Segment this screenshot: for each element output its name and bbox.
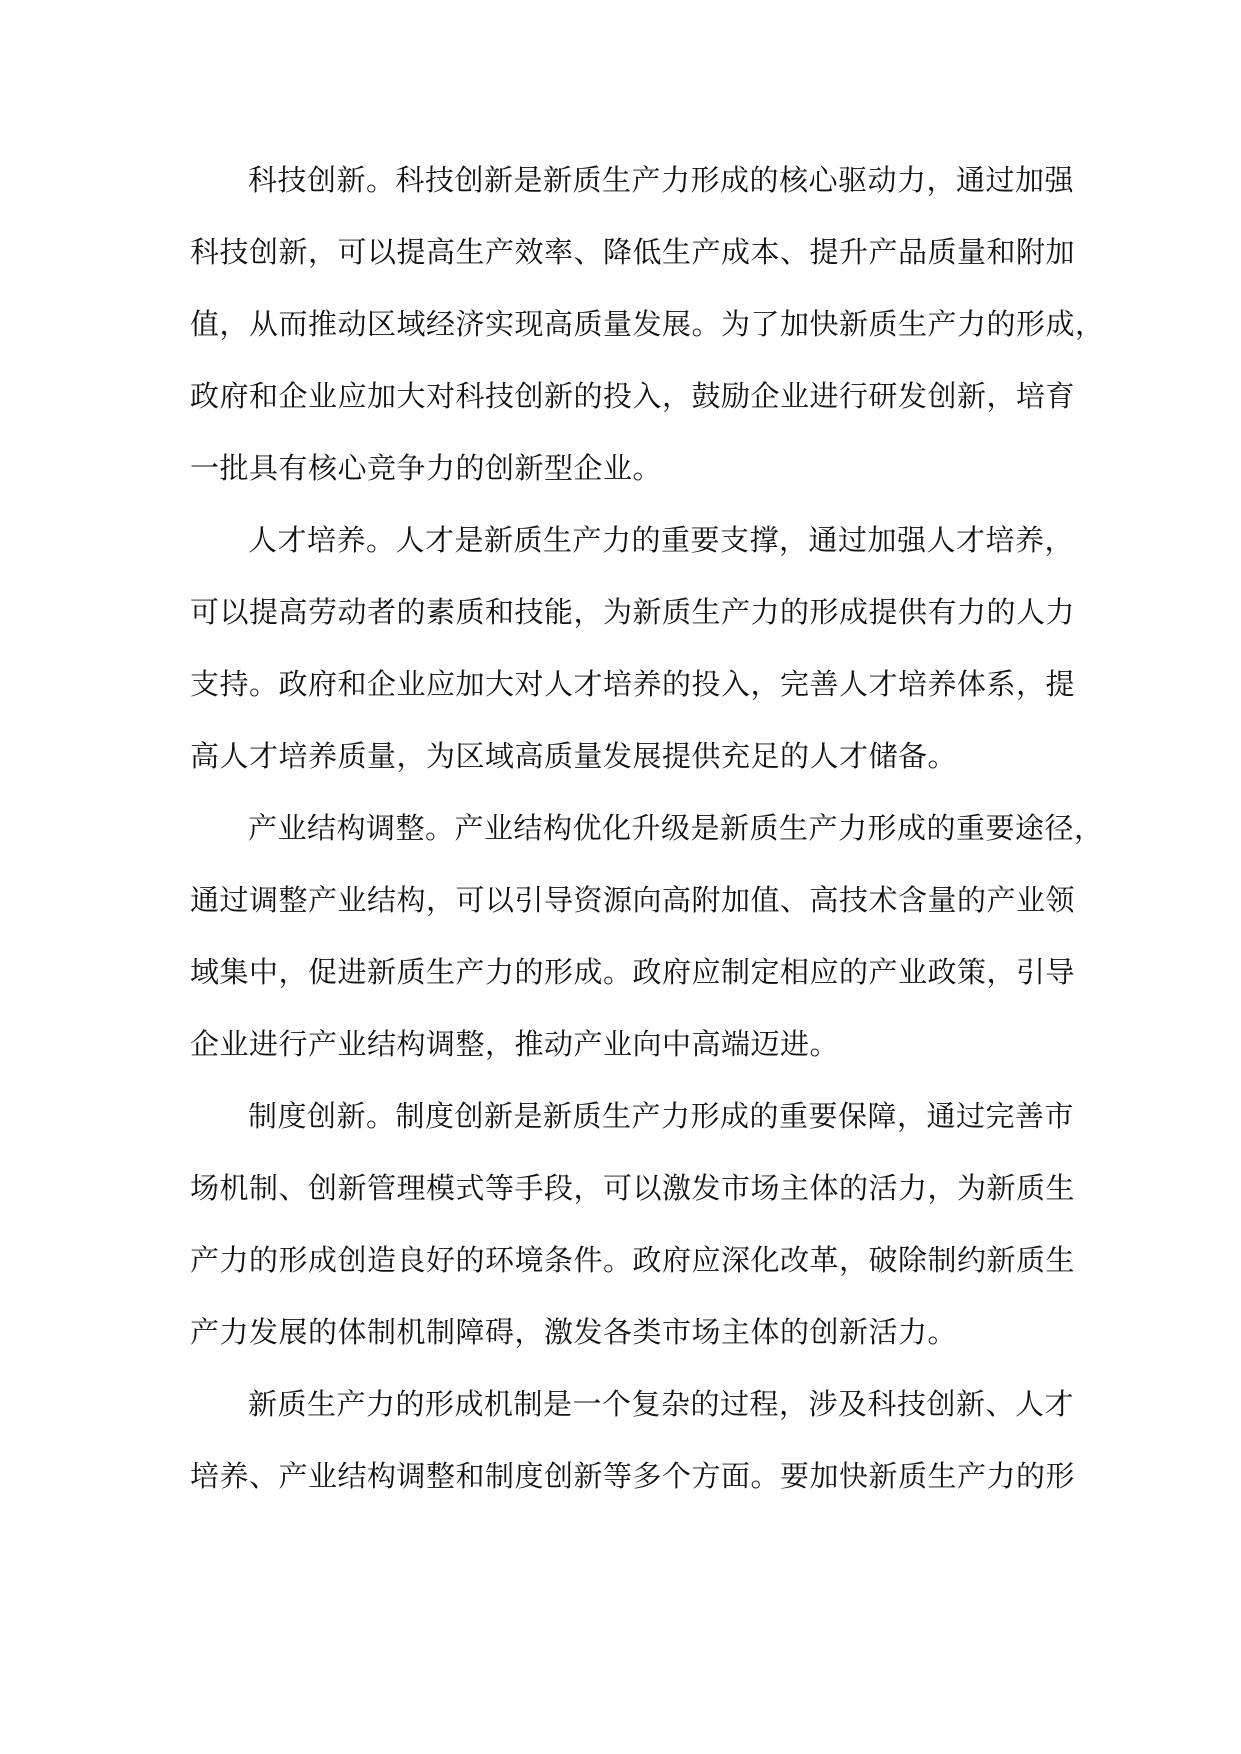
text-line: 场机制、创新管理模式等手段，可以激发市场主体的活力，为新质生	[190, 1171, 1076, 1205]
document-body	[190, 144, 1105, 1512]
paragraph-industrial-structure	[190, 792, 1104, 1080]
text-line: 政府和企业应加大对科技创新的投入，鼓励企业进行研发创新，培育	[190, 379, 1076, 413]
text-line: 通过调整产业结构，可以引导资源向高附加值、高技术含量的产业领	[190, 883, 1076, 917]
text-line: 新质生产力的形成机制是一个复杂的过程，涉及科技创新、人才	[248, 1387, 1075, 1421]
text-line: 高人才培养质量，为区域高质量发展提供充足的人才储备。	[190, 739, 958, 773]
text-line: 培养、产业结构调整和制度创新等多个方面。要加快新质生产力的形	[190, 1459, 1076, 1493]
text-line: 产力发展的体制机制障碍，激发各类市场主体的创新活力。	[190, 1315, 958, 1349]
text-line: 一批具有核心竞争力的创新型企业。	[190, 451, 663, 485]
text-line: 科技创新，可以提高生产效率、降低生产成本、提升产品质量和附加	[190, 235, 1076, 269]
text-line: 制度创新。制度创新是新质生产力形成的重要保障，通过完善市	[248, 1099, 1075, 1133]
paragraph-talent-training	[190, 504, 1076, 792]
text-line: 可以提高劳动者的素质和技能，为新质生产力的形成提供有力的人力	[190, 595, 1076, 629]
paragraph-institutional-innovation	[190, 1080, 1076, 1368]
text-line: 企业进行产业结构调整，推动产业向中高端迈进。	[190, 1027, 840, 1061]
text-line: 产力的形成创造良好的环境条件。政府应深化改革，破除制约新质生	[190, 1243, 1076, 1277]
paragraph-formation-mechanism	[190, 1368, 1076, 1512]
text-line: 支持。政府和企业应加大对人才培养的投入，完善人才培养体系，提	[190, 667, 1076, 701]
text-line: 人才培养。人才是新质生产力的重要支撑，通过加强人才培养，	[248, 523, 1075, 557]
text-line: 产业结构调整。产业结构优化升级是新质生产力形成的重要途径，	[248, 811, 1104, 845]
text-line: 域集中，促进新质生产力的形成。政府应制定相应的产业政策，引导	[190, 955, 1076, 989]
text-line: 值，从而推动区域经济实现高质量发展。为了加快新质生产力的形成，	[190, 307, 1105, 341]
text-line: 科技创新。科技创新是新质生产力形成的核心驱动力，通过加强	[248, 163, 1075, 197]
paragraph-tech-innovation	[190, 144, 1105, 504]
